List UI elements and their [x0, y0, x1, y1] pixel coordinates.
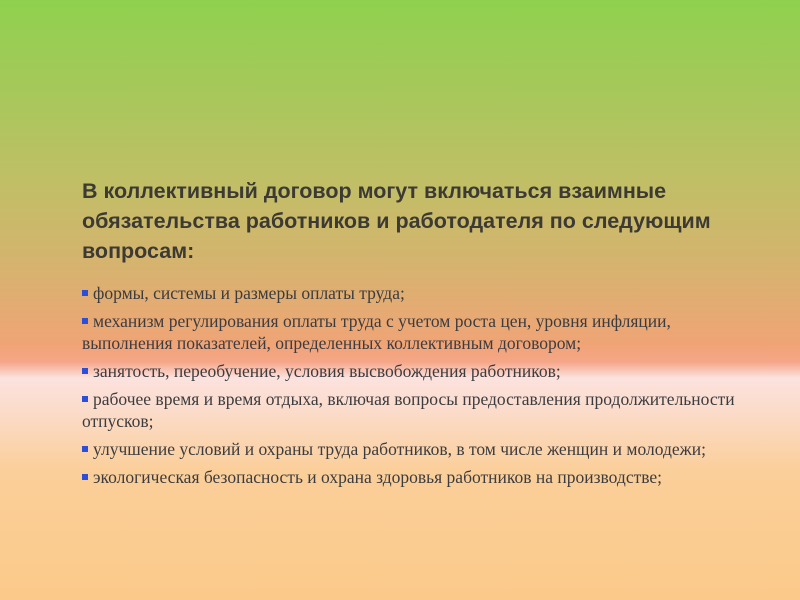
- bullet-text: занятость, переобучение, условия высвобождения работников;: [93, 361, 561, 381]
- bullet-text: улучшение условий и охраны труда работников, в том числе женщин и молодежи;: [93, 439, 706, 459]
- bullet-item: [82, 310, 752, 354]
- slide-content: [82, 176, 752, 494]
- square-bullet-icon: [82, 368, 88, 374]
- bullet-item: [82, 438, 752, 460]
- bullet-text: механизм регулирования оплаты труда с учетом роста цен, уровня инфляции, выполнения показателей, определенных коллективным договором;: [82, 311, 671, 353]
- square-bullet-icon: [82, 396, 88, 402]
- bullet-item: [82, 388, 752, 432]
- square-bullet-icon: [82, 290, 88, 296]
- bullet-text: формы, системы и размеры оплаты труда;: [93, 283, 405, 303]
- square-bullet-icon: [82, 318, 88, 324]
- bullet-item: [82, 282, 752, 304]
- square-bullet-icon: [82, 446, 88, 452]
- bullet-item: [82, 466, 752, 488]
- bullet-list: [82, 282, 752, 488]
- bullet-item: [82, 360, 752, 382]
- bullet-text: экологическая безопасность и охрана здоровья работников на производстве;: [93, 467, 663, 487]
- bullet-text: рабочее время и время отдыха, включая вопросы предоставления продолжительности отпусков;: [82, 389, 735, 431]
- slide-heading: В коллективный договор могут включаться взаимные обязательства работников и работодателя по следующим вопросам:: [82, 179, 711, 263]
- square-bullet-icon: [82, 474, 88, 480]
